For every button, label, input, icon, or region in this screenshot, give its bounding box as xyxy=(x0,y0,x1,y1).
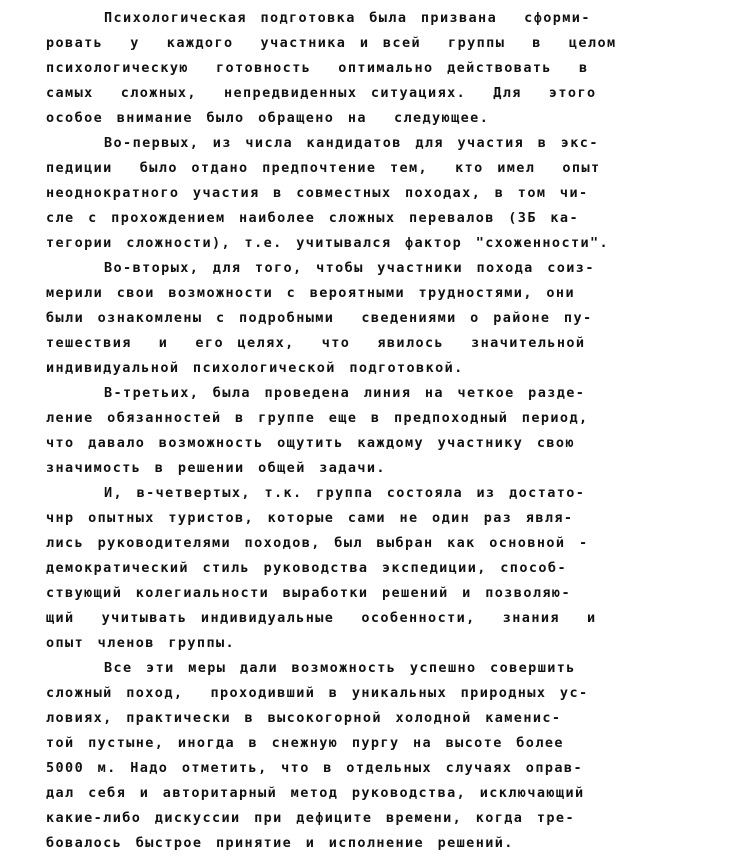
text-line: Все эти меры дали возможность успешно совершить xyxy=(104,660,576,676)
paragraph-third xyxy=(46,381,726,481)
text-line: индивидуальной психологической подготовкой. xyxy=(46,360,464,376)
text-line: ствующий колегиальности выработки решений и позволяю- xyxy=(46,585,571,601)
text-line: Во-первых, из числа кандидатов для участия в экс- xyxy=(104,135,599,151)
text-line: психологическую готовность оптимально действовать в xyxy=(46,60,589,76)
text-line: неоднократного участия в совместных походах, в том чи- xyxy=(46,185,589,201)
text-line: сле с прохождением наиболее сложных перевалов (3Б ка- xyxy=(46,210,579,226)
text-line: 5000 м. Надо отметить, что в отдельных случаях оправ- xyxy=(46,760,583,776)
text-line: ловиях, практически в высокогорной холодной каменис- xyxy=(46,710,562,726)
text-line: самых сложных, непредвиденных ситуациях. Для этого xyxy=(46,85,597,101)
text-line: сложный поход, проходивший в уникальных природных ус- xyxy=(46,685,589,701)
paragraph-first xyxy=(46,131,726,256)
text-line: щий учитывать индивидуальные особенности, знания и xyxy=(46,610,597,626)
text-line: педиции было отдано предпочтение тем, кто имел опыт xyxy=(46,160,601,176)
text-line: тегории сложности), т.е. учитывался фактор "схоженности". xyxy=(46,235,610,251)
text-line: В-третьих, была проведена линия на четкое разде- xyxy=(104,385,586,401)
text-line: значимость в решении общей задачи. xyxy=(46,460,386,476)
paragraph-fourth xyxy=(46,481,726,656)
text-line: особое внимание было обращено на следующее. xyxy=(46,110,490,126)
paragraph-second xyxy=(46,256,726,381)
text-line: лись руководителями походов, был выбран как основной - xyxy=(46,535,589,551)
text-line: ровать у каждого участника и всей группы в целом xyxy=(46,35,617,51)
paragraph-psych-preparation xyxy=(46,6,726,131)
text-line: ление обязанностей в группе еще в предпоходный период, xyxy=(46,410,589,426)
text-line: какие-либо дискуссии при дефиците времени, когда тре- xyxy=(46,810,575,826)
text-line: дал себя и авторитарный метод руководства, исключающий xyxy=(46,785,585,801)
text-line: опыт членов группы. xyxy=(46,635,236,651)
document-page xyxy=(46,6,726,856)
text-line: И, в-четвертых, т.к. группа состояла из достато- xyxy=(104,485,586,501)
paragraph-conclusion xyxy=(46,656,726,856)
text-line: Психологическая подготовка была призвана сформи- xyxy=(104,10,591,26)
text-line: чнр опытных туристов, которые сами не один раз явля- xyxy=(46,510,574,526)
text-line: той пустыне, иногда в снежную пургу на высоте более xyxy=(46,735,564,751)
text-line: бовалось быстрое принятие и исполнение решений. xyxy=(46,835,514,851)
text-line: тешествия и его целях, что явилось значительной xyxy=(46,335,586,351)
text-line: демократический стиль руководства экспедиции, способ- xyxy=(46,560,567,576)
text-line: мерили свои возможности с вероятными трудностями, они xyxy=(46,285,575,301)
text-line: что давало возможность ощутить каждому участнику свою xyxy=(46,435,575,451)
text-line: были ознакомлены с подробными сведениями о районе пу- xyxy=(46,310,593,326)
text-line: Во-вторых, для того, чтобы участники похода соиз- xyxy=(104,260,595,276)
